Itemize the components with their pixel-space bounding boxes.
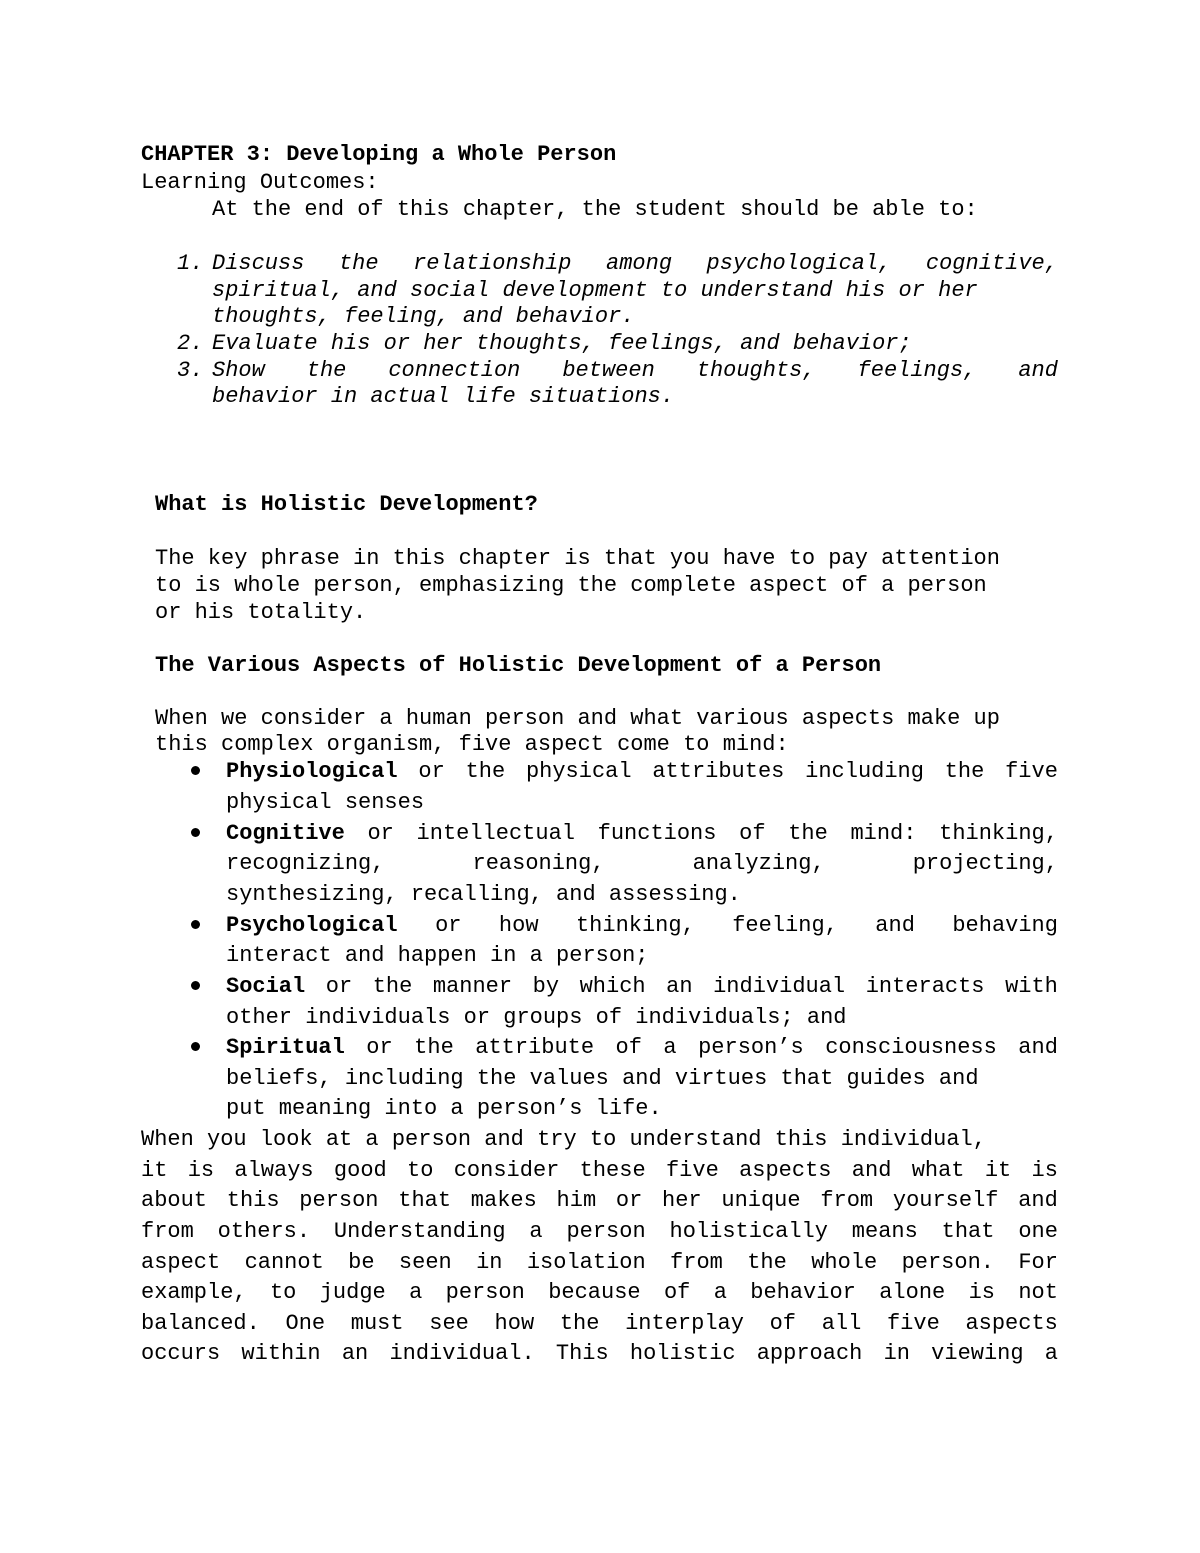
word: person. [901,1250,994,1275]
word: it [141,1158,168,1183]
word: connection [388,358,521,383]
word: manner [432,974,513,999]
paragraph-line: When we consider a human person and what various aspects make up [155,706,1000,731]
list-item-line [226,850,1058,877]
word: or [367,821,394,846]
word: makes [470,1188,537,1213]
paragraph-line: When you look at a person and try to understand this individual, [141,1127,986,1152]
word: the [788,821,828,846]
list-item-line: put meaning into a person’s life. [226,1096,662,1121]
word: and [1018,1188,1058,1213]
list-item [226,973,1058,1000]
aspect-term: Physiological [226,759,398,784]
word: one [1018,1219,1058,1244]
word: or [615,1188,643,1213]
word: means [851,1219,918,1244]
word: which [579,974,646,999]
word: physical [525,759,632,784]
section-heading: The Various Aspects of Holistic Development of a Person [155,653,882,678]
word: holistic [629,1341,736,1366]
word: of [615,1035,642,1060]
word: between [562,358,655,383]
word: a [713,1280,727,1305]
word: feeling, [732,913,838,938]
word: about [141,1188,208,1213]
word: For [1018,1250,1058,1275]
list-item [226,912,1058,939]
word: and [1018,358,1058,383]
list-item [226,1034,1058,1061]
paragraph-line [141,1340,1058,1367]
justified-line [226,912,1058,939]
word: be [348,1250,375,1275]
word: five [1005,759,1058,784]
justified-line [141,1218,1058,1245]
outcome-number: 3. [177,358,204,383]
paragraph-line: The key phrase in this chapter is that you have to pay attention [155,546,1000,571]
word: consider [453,1158,560,1183]
word: this [226,1188,280,1213]
word: among [606,251,673,276]
word: that [941,1219,995,1244]
word: the [414,1035,454,1060]
word: occurs [141,1341,221,1366]
paragraph-line [141,1279,1058,1306]
word: thinking, [939,821,1058,846]
justified-line [141,1249,1058,1276]
word: the [465,759,506,784]
word: in [883,1341,910,1366]
word: Show [212,358,265,383]
list-item-line: beliefs, including the values and virtues that guides and [226,1066,979,1091]
paragraph-line [141,1157,1058,1184]
word: interplay [625,1311,744,1336]
word: cognitive, [925,251,1058,276]
word: the [944,759,985,784]
word: including [805,759,924,784]
outcome-line [212,250,1058,277]
word: him [556,1188,597,1213]
word: in [476,1250,503,1275]
word: that [398,1188,452,1213]
word: the [372,974,413,999]
word: and [1018,1035,1058,1060]
word: individual. [389,1341,535,1366]
word: example, [141,1280,247,1305]
word: these [579,1158,646,1183]
word: seen [398,1250,452,1275]
word: from [820,1188,874,1213]
word: good [333,1158,387,1183]
aspect-term: Spiritual [226,1035,345,1060]
word: thoughts, [696,358,816,383]
word: analyzing, [692,851,825,876]
word: relationship [413,251,572,276]
word: all [821,1311,862,1336]
word: projecting, [912,851,1058,876]
word: the [306,358,347,383]
word: holistically [669,1219,828,1244]
learning-outcomes-label: Learning Outcomes: [141,170,379,195]
outcome-line: Evaluate his or her thoughts, feelings, and behavior; [212,331,912,356]
justified-line [141,1310,1058,1337]
word: balanced. [141,1311,260,1336]
word: must [350,1311,404,1336]
aspect-term: Social [226,974,306,999]
outcome-line: behavior in actual life situations. [212,384,675,409]
word: This [555,1341,609,1366]
paragraph-line [141,1218,1058,1245]
outcome-line [212,357,1058,384]
word: to [269,1280,297,1305]
word: feelings, [857,358,977,383]
word: behavior [750,1280,856,1305]
learning-outcomes-intro: At the end of this chapter, the student should be able to: [212,197,978,222]
word: attribute [475,1035,595,1060]
word: what [911,1158,965,1183]
word: a [1044,1341,1058,1366]
word: or [325,974,353,999]
word: thinking, [575,913,695,938]
word: viewing [931,1341,1024,1366]
word: or [418,759,445,784]
outcome-number: 1. [177,251,204,276]
word: the [747,1250,787,1275]
justified-line [141,1279,1058,1306]
word: person [299,1188,379,1213]
word: behaving [952,913,1058,938]
word: aspects [739,1158,832,1183]
word: One [285,1311,326,1336]
word: how [494,1311,535,1336]
word: or [435,913,462,938]
bullet-icon [191,920,200,929]
justified-line [226,850,1058,877]
bullet-icon [191,766,200,775]
word: a [529,1219,543,1244]
word: because [548,1280,641,1305]
word: the [559,1311,600,1336]
aspect-term: Psychological [226,913,398,938]
word: consciousness [825,1035,997,1060]
word: not [1018,1280,1058,1305]
word: unique [721,1188,801,1213]
word: person’s [698,1035,804,1060]
word: from [141,1219,194,1244]
list-item [226,758,1058,785]
word: the [338,251,379,276]
word: by [532,974,560,999]
outcome-line: spiritual, and social development to understand his or her [212,278,978,303]
list-item [226,820,1058,847]
bullet-icon [191,828,200,837]
paragraph-line: this complex organism, five aspect come to mind: [155,732,789,757]
word: yourself [892,1188,999,1213]
justified-line [141,1187,1058,1214]
word: or [366,1035,393,1060]
word: person [445,1280,525,1305]
word: cannot [244,1250,324,1275]
list-item-line: other individuals or groups of individuals; and [226,1005,847,1030]
word: intellectual [416,821,575,846]
paragraph-line: or his totality. [155,600,367,625]
word: to [407,1158,434,1183]
bullet-icon [191,981,200,990]
word: whole [811,1250,878,1275]
justified-line [141,1157,1058,1184]
word: person [566,1219,646,1244]
word: a [409,1280,423,1305]
aspect-term: Cognitive [226,821,345,846]
word: mind: [850,821,917,846]
word: of [739,821,766,846]
list-item-line: synthesizing, recalling, and assessing. [226,882,741,907]
word: her [662,1188,702,1213]
section-heading: What is Holistic Development? [155,492,538,517]
paragraph-line [141,1187,1058,1214]
word: how [498,913,539,938]
word: five [665,1158,719,1183]
word: recognizing, [226,851,385,876]
word: approach [756,1341,863,1366]
word: is [1031,1158,1058,1183]
word: individual [713,974,846,999]
word: with [1005,974,1058,999]
word: from [670,1250,723,1275]
word: of [769,1311,797,1336]
word: aspect [141,1250,221,1275]
word: psychological, [706,251,892,276]
word: five [886,1311,940,1336]
word: functions [597,821,717,846]
word: a [663,1035,677,1060]
word: and [875,913,915,938]
word: judge [319,1280,386,1305]
word: Discuss [212,251,305,276]
word: attributes [652,759,785,784]
bullet-icon [191,1042,200,1051]
paragraph-line: to is whole person, emphasizing the complete aspect of a person [155,573,987,598]
word: Understanding [333,1219,506,1244]
list-item-line: interact and happen in a person; [226,943,649,968]
justified-line [141,1340,1058,1367]
word: isolation [526,1250,646,1275]
word: and [851,1158,892,1183]
list-item-line: physical senses [226,790,425,815]
word: always [234,1158,314,1183]
word: it [984,1158,1012,1183]
word: alone [879,1280,946,1305]
outcome-line: thoughts, feeling, and behavior. [212,304,635,329]
word: is [968,1280,995,1305]
word: is [187,1158,215,1183]
word: aspects [965,1311,1058,1336]
paragraph-line [141,1249,1058,1276]
chapter-title: CHAPTER 3: Developing a Whole Person [141,142,617,167]
word: reasoning, [472,851,605,876]
outcome-number: 2. [177,331,204,356]
word: interacts [865,974,985,999]
word: an [341,1341,369,1366]
word: others. [217,1219,311,1244]
word: of [663,1280,691,1305]
word: see [429,1311,469,1336]
word: an [666,974,693,999]
paragraph-line [141,1310,1058,1337]
word: within [241,1341,321,1366]
